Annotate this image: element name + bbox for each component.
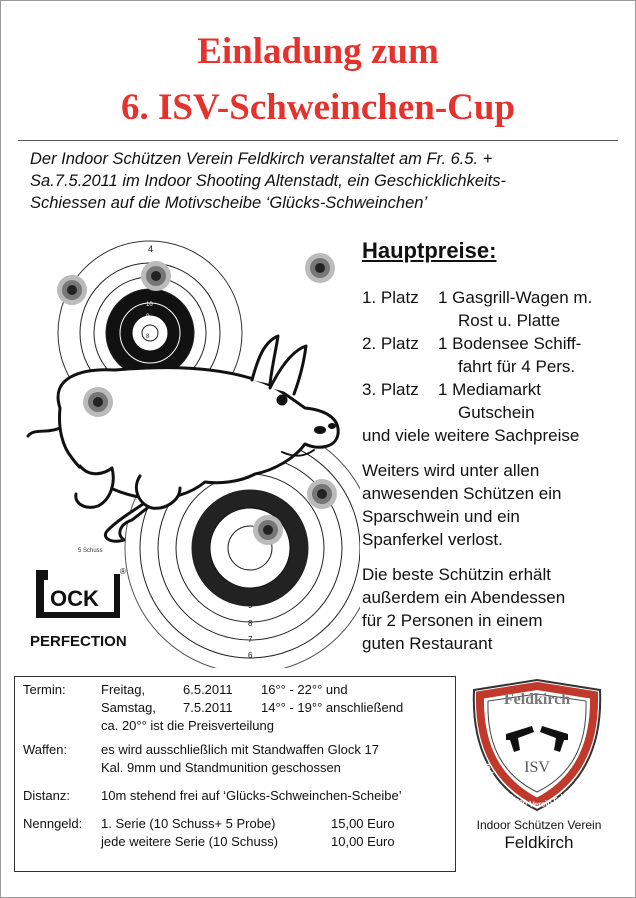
- prize-place: 2. Platz: [362, 334, 419, 353]
- prize-text: 1 Bodensee Schiff-: [438, 334, 582, 353]
- bottom-ring-6: 6: [248, 651, 253, 660]
- bottom-ring-8: 8: [248, 619, 253, 628]
- termin-date: 7.5.2011: [183, 700, 233, 715]
- top-target-number: 4: [148, 244, 154, 254]
- glock-word: OCK: [50, 586, 99, 611]
- termin-day: Samstag,: [101, 700, 156, 715]
- title-line-1: Einladung zum: [197, 31, 439, 72]
- prizes-section: [362, 236, 632, 655]
- raffle-line: Sparschwein und ein: [362, 507, 520, 526]
- nenngeld-desc: jede weitere Serie (10 Schuss): [101, 834, 279, 849]
- badge-title: Feldkirch: [503, 691, 571, 708]
- prize-text: 1 Gasgrill-Wagen m.: [438, 288, 593, 307]
- waffen-text: Kal. 9mm und Standmunition geschossen: [101, 760, 341, 775]
- termin-time: 14°° - 19°° anschließend: [261, 700, 404, 715]
- bullet-hole: [307, 479, 337, 509]
- club-caption-city: Feldkirch: [504, 833, 574, 852]
- top-ring-8: 8: [146, 334, 150, 340]
- club-caption: Indoor Schützen Verein: [476, 818, 602, 832]
- best-shooter-paragraph: [362, 563, 632, 655]
- nenngeld-price: 15,00 Euro: [331, 816, 395, 831]
- intro-text: [30, 148, 620, 214]
- shot-caption: 5 Schuss: [78, 548, 103, 554]
- top-ring-9: 9: [146, 314, 150, 320]
- best-line: für 2 Personen in einem: [362, 611, 543, 630]
- prize-text-cont: Rost u. Platte: [458, 311, 561, 330]
- raffle-line: Weiters wird unter allen: [362, 461, 540, 480]
- termin-date: 6.5.2011: [183, 682, 233, 697]
- distanz-text: 10m stehend frei auf ‘Glücks-Schweinchen-Scheibe’: [101, 788, 402, 803]
- glock-perfection: PERFECTION: [30, 633, 127, 650]
- badge-ring-text: Indoor Schützen Verein Feldkirch: [482, 762, 584, 810]
- bottom-ring-9: 9: [248, 601, 253, 610]
- prize-3: [362, 378, 632, 424]
- motif-name: Glücks-Schweinchen: [269, 194, 424, 212]
- intro-line-1: Der Indoor Schützen Verein Feldkirch veranstaltet am Fr. 6.5. +: [30, 150, 493, 168]
- bullet-hole: [141, 261, 171, 291]
- bottom-ring-7: 7: [248, 635, 253, 644]
- waffen-text: es wird ausschließlich mit Standwaffen Glock 17: [101, 742, 379, 757]
- nenngeld-price: 10,00 Euro: [331, 834, 395, 849]
- bottom-ring-10: 10: [248, 573, 256, 580]
- distanz-label: Distanz:: [23, 788, 70, 803]
- club-badge: [462, 676, 612, 816]
- raffle-line: anwesenden Schützen ein: [362, 484, 562, 503]
- glock-logo-mark: [30, 560, 130, 630]
- best-line: außerdem ein Abendessen: [362, 588, 566, 607]
- registered-mark: ®: [120, 567, 126, 576]
- raffle-line: Spanferkel verlost.: [362, 530, 503, 549]
- glock-logo: [30, 560, 140, 660]
- more-prizes: und viele weitere Sachpreise: [362, 426, 580, 445]
- nenngeld-label: Nenngeld:: [23, 816, 83, 831]
- nenngeld-desc: 1. Serie (10 Schuss+ 5 Probe): [101, 816, 276, 831]
- intro-line-3: Schiessen auf die Motivscheibe ‘Glücks-Schweinchen’: [30, 194, 428, 212]
- termin-note: ca. 20°° ist die Preisverteilung: [101, 718, 274, 733]
- raffle-paragraph: [362, 459, 632, 551]
- termin-time: 16°° - 22°° und: [261, 682, 348, 697]
- title-line-2: 6. ISV-Schweinchen-Cup: [120, 87, 516, 128]
- intro-line-2: Sa.7.5.2011 im Indoor Shooting Altenstadt, ein Geschicklichkeits-: [30, 172, 507, 190]
- prizes-heading: Hauptpreise:: [362, 238, 497, 263]
- bullet-hole: [57, 275, 87, 305]
- prize-text-cont: fahrt für 4 Pers.: [458, 357, 576, 376]
- prize-text: 1 Mediamarkt: [438, 380, 541, 399]
- best-line: guten Restaurant: [362, 634, 493, 653]
- event-info-box: [14, 676, 456, 872]
- bullet-hole: [253, 515, 283, 545]
- prize-1: [362, 286, 632, 332]
- prize-text-cont: Gutschein: [458, 403, 535, 422]
- bullet-hole: [305, 253, 335, 283]
- prize-2: [362, 332, 632, 378]
- top-ring-10: 10: [146, 302, 153, 308]
- prize-place: 1. Platz: [362, 288, 419, 307]
- waffen-label: Waffen:: [23, 742, 68, 757]
- bullet-hole: [83, 387, 113, 417]
- title-divider: [18, 140, 618, 141]
- termin-label: Termin:: [23, 682, 66, 697]
- badge-isv: ISV: [524, 759, 550, 776]
- best-line: Die beste Schützin erhält: [362, 565, 551, 584]
- termin-day: Freitag,: [101, 682, 146, 697]
- prize-place: 3. Platz: [362, 380, 419, 399]
